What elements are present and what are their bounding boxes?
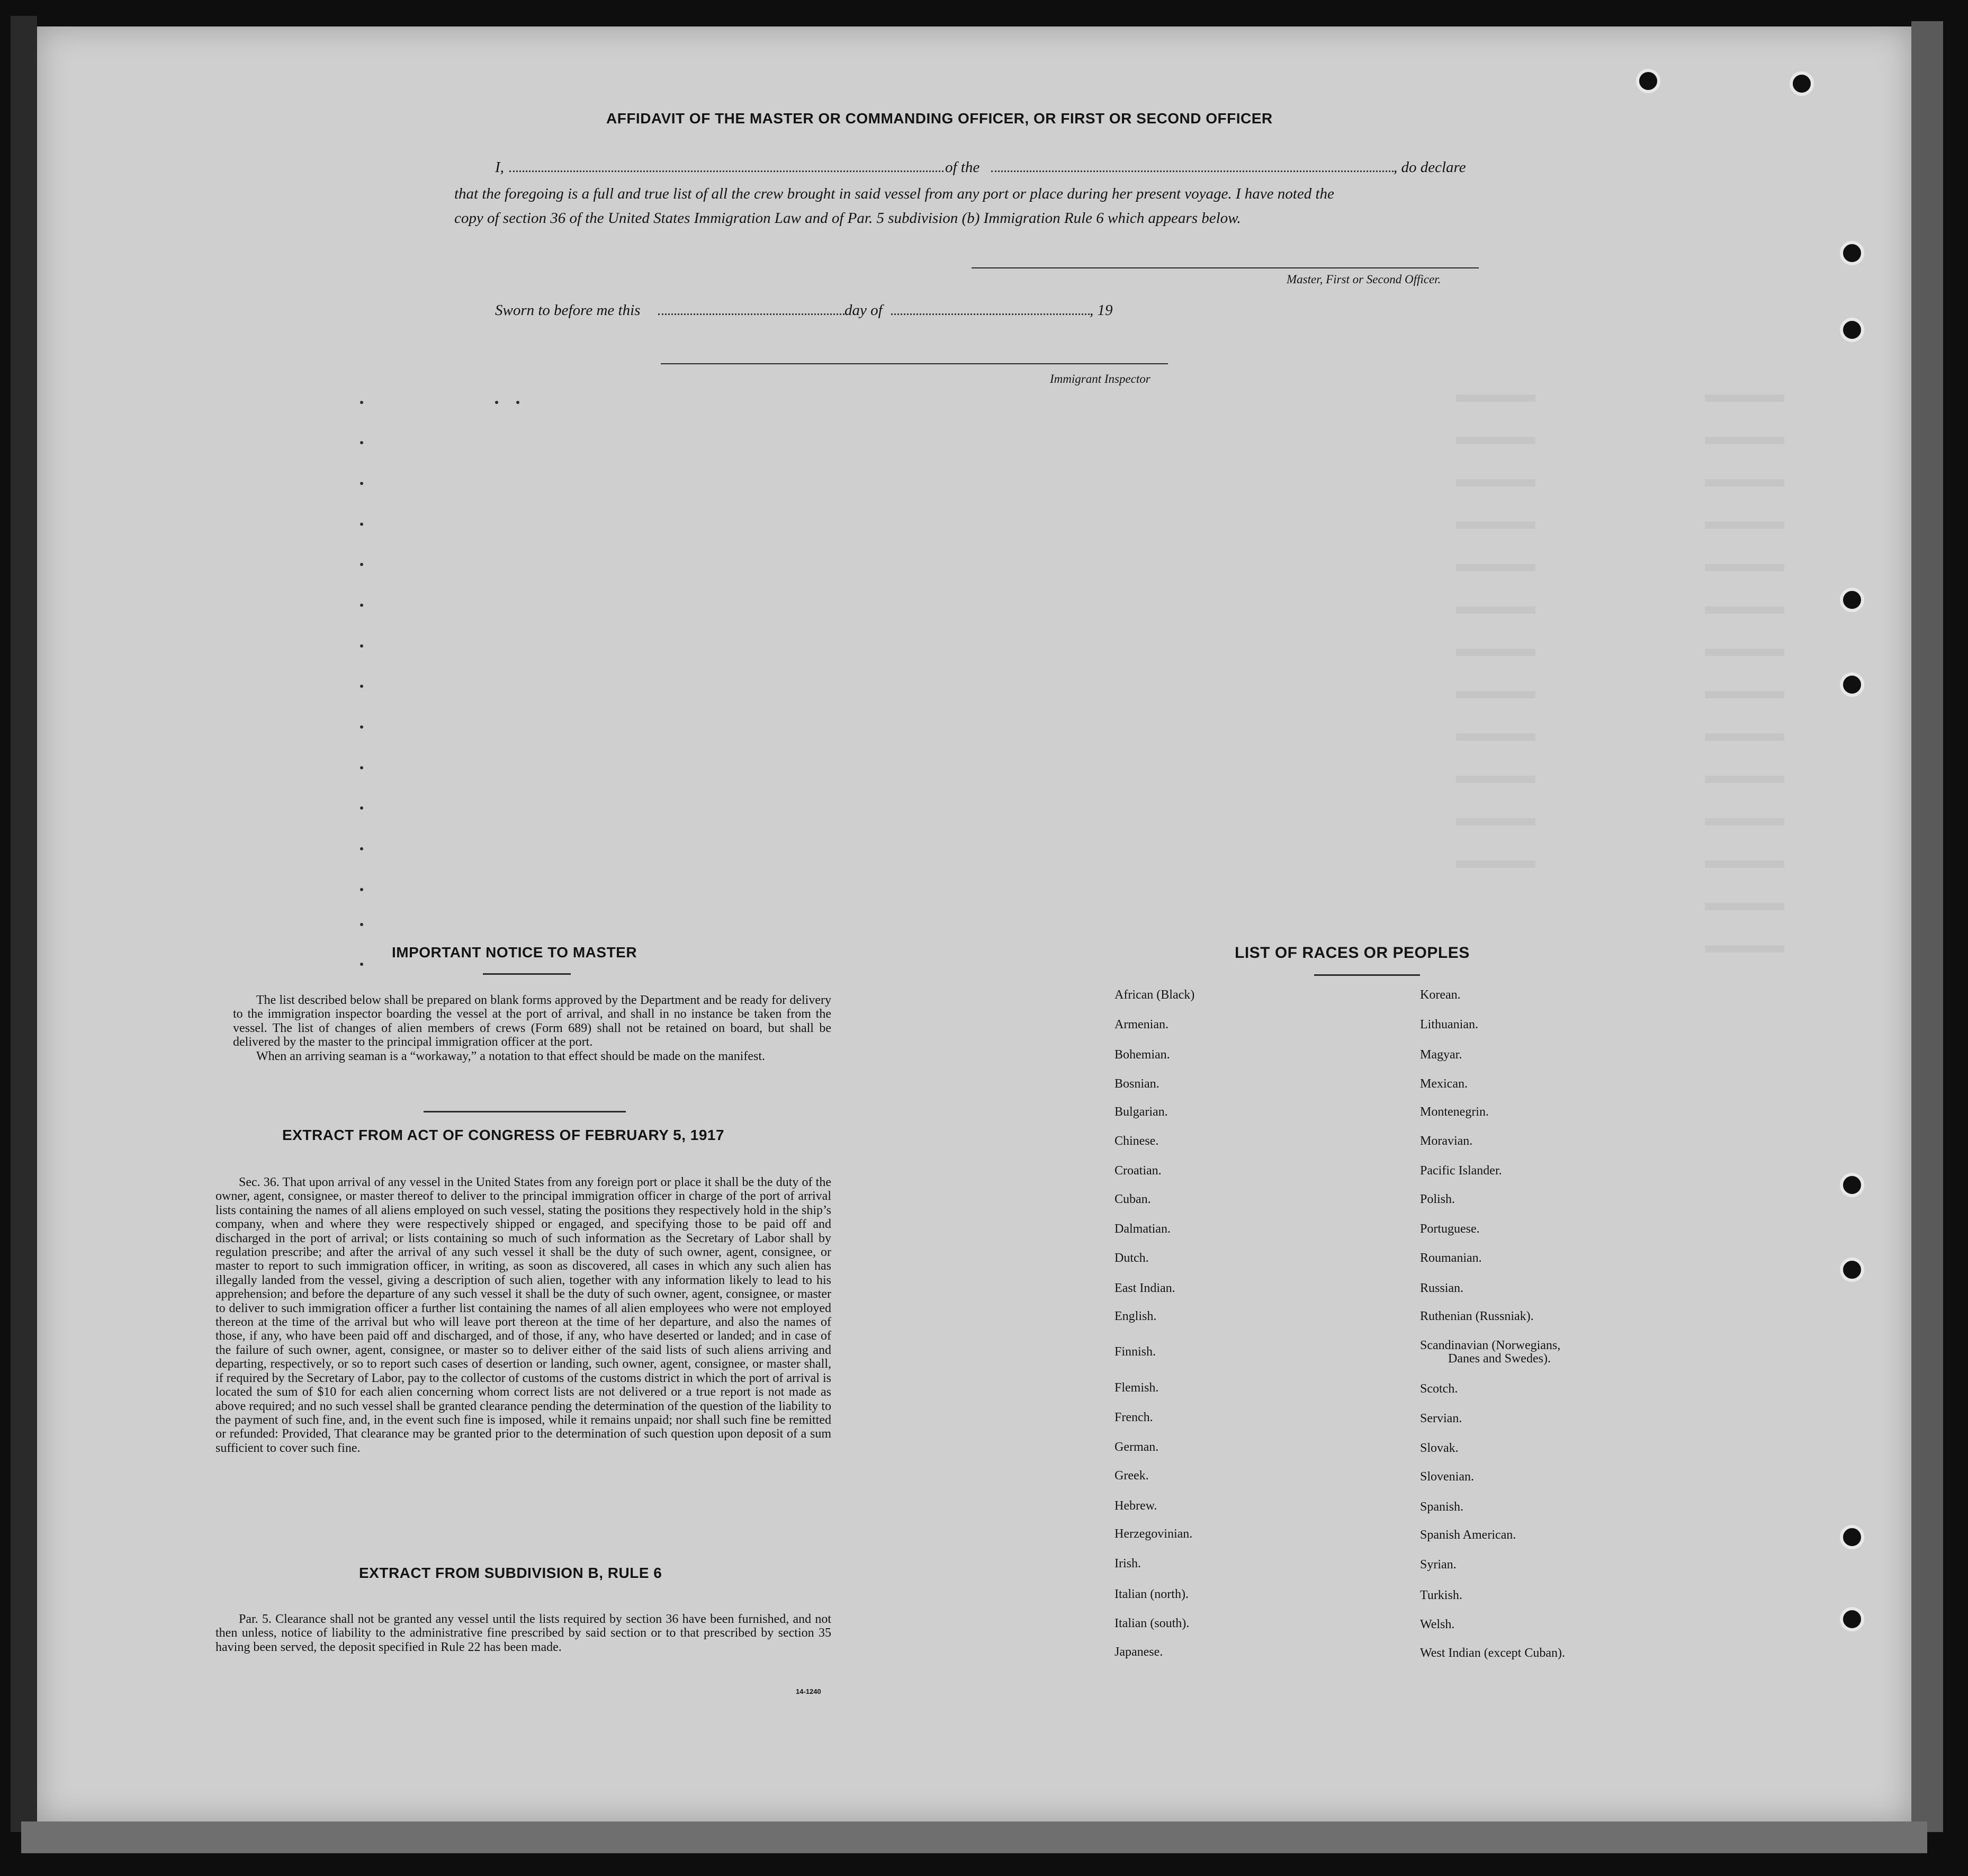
race-item: Syrian. bbox=[1420, 1558, 1457, 1572]
race-item: Bohemian. bbox=[1115, 1048, 1170, 1062]
sworn-day-of-label: day of bbox=[844, 302, 883, 319]
binder-hole-icon bbox=[1790, 71, 1814, 96]
race-item: Greek. bbox=[1115, 1469, 1149, 1483]
extract-act-title: EXTRACT FROM ACT OF CONGRESS OF FEBRUARY 5, 1917 bbox=[282, 1127, 725, 1143]
race-item: Moravian. bbox=[1420, 1134, 1473, 1148]
sworn-day-blank-field[interactable] bbox=[658, 313, 844, 315]
extract-rule-title: EXTRACT FROM SUBDIVISION B, RULE 6 bbox=[359, 1565, 662, 1581]
race-item: Croatian. bbox=[1115, 1164, 1162, 1178]
binder-hole-icon bbox=[1840, 241, 1864, 265]
name-blank-field[interactable] bbox=[509, 170, 943, 172]
race-item: English. bbox=[1115, 1309, 1157, 1323]
race-item: Russian. bbox=[1420, 1281, 1464, 1295]
affidavit-i-label: I, bbox=[495, 159, 504, 176]
race-item: Bulgarian. bbox=[1115, 1105, 1168, 1119]
notice-body bbox=[233, 993, 831, 1063]
race-item: Pacific Islander. bbox=[1420, 1164, 1502, 1178]
document-page bbox=[37, 26, 1911, 1821]
race-item: Turkish. bbox=[1420, 1588, 1462, 1602]
binder-hole-icon bbox=[1840, 1258, 1864, 1282]
binder-hole-icon bbox=[1840, 1173, 1864, 1197]
race-item: Flemish. bbox=[1115, 1381, 1159, 1395]
race-item: Irish. bbox=[1115, 1557, 1141, 1570]
race-item: Finnish. bbox=[1115, 1345, 1156, 1359]
race-item: Polish. bbox=[1420, 1192, 1455, 1206]
notice-paragraph-1: The list described below shall be prepared on blank forms approved by the Department and be ready for delivery to the immigration inspector boarding the vessel at the port of arrival, and shall in no instance be taken from the vessel. The list of changes of alien members of crews (Form 689) shall not be retained on board, but shall be delivered by the master to the principal immigration officer at the port. bbox=[233, 993, 831, 1049]
binder-hole-icon bbox=[1840, 588, 1864, 612]
race-item: Scotch. bbox=[1420, 1382, 1458, 1396]
race-item: Servian. bbox=[1420, 1412, 1462, 1425]
extract-rule-body bbox=[215, 1612, 831, 1654]
affidavit-declare-label: , do declare bbox=[1394, 159, 1466, 176]
extract-rule-text: Par. 5. Clearance shall not be granted any vessel until the lists required by section 36 have been furnished, and not then unless, notice of liability to the administrative fine prescribed by said section or to that prescribed by section 35 having been served, the deposit specified in Rule 22 has been made. bbox=[215, 1612, 831, 1654]
affidavit-of-the-label: of the bbox=[945, 159, 980, 176]
inspector-label: Immigrant Inspector bbox=[1050, 372, 1151, 385]
race-item: Lithuanian. bbox=[1420, 1018, 1478, 1031]
race-item: Cuban. bbox=[1115, 1192, 1151, 1206]
race-item: Dutch. bbox=[1115, 1251, 1149, 1265]
races-title: LIST OF RACES OR PEOPLES bbox=[1235, 944, 1470, 962]
race-item: Hebrew. bbox=[1115, 1499, 1157, 1513]
sworn-prefix: Sworn to before me this bbox=[495, 302, 641, 319]
race-item: German. bbox=[1115, 1440, 1159, 1454]
race-item: East Indian. bbox=[1115, 1281, 1175, 1295]
races-title-rule bbox=[1314, 974, 1420, 976]
race-item: Bosnian. bbox=[1115, 1077, 1160, 1091]
race-item: West Indian (except Cuban). bbox=[1420, 1646, 1565, 1660]
race-item: Italian (north). bbox=[1115, 1587, 1189, 1601]
race-item: Slovenian. bbox=[1420, 1470, 1474, 1484]
section-divider bbox=[424, 1111, 626, 1112]
vessel-blank-field[interactable] bbox=[991, 170, 1394, 172]
race-item: Korean. bbox=[1420, 988, 1461, 1002]
race-item: Japanese. bbox=[1115, 1645, 1163, 1659]
binder-hole-icon bbox=[1840, 672, 1864, 697]
race-item: Spanish. bbox=[1420, 1500, 1464, 1514]
binder-hole-icon bbox=[1840, 1525, 1864, 1549]
race-item: Italian (south). bbox=[1115, 1617, 1190, 1630]
binder-hole-icon bbox=[1840, 318, 1864, 342]
notice-title-rule bbox=[483, 973, 571, 975]
race-item: Roumanian. bbox=[1420, 1251, 1482, 1265]
race-item: Portuguese. bbox=[1420, 1222, 1480, 1236]
binder-hole-icon bbox=[1840, 1607, 1864, 1631]
affidavit-title: AFFIDAVIT OF THE MASTER OR COMMANDING OFFICER, OR FIRST OR SECOND OFFICER bbox=[606, 110, 1273, 127]
race-item: Scandinavian (Norwegians, bbox=[1420, 1339, 1561, 1352]
race-item: Slovak. bbox=[1420, 1441, 1459, 1455]
sworn-year-label: , 19 bbox=[1090, 302, 1113, 319]
master-signature-label: Master, First or Second Officer. bbox=[1287, 273, 1441, 286]
sworn-month-blank-field[interactable] bbox=[891, 313, 1090, 315]
race-item: Ruthenian (Russniak). bbox=[1420, 1309, 1534, 1323]
scan-bottom-edge bbox=[21, 1821, 1927, 1853]
notice-paragraph-2: When an arriving seaman is a “workaway,” a notation to that effect should be made on the manifest. bbox=[256, 1049, 765, 1063]
race-item: Magyar. bbox=[1420, 1048, 1462, 1062]
inspector-signature-line[interactable] bbox=[661, 363, 1168, 364]
scan-left-edge bbox=[11, 16, 37, 1832]
extract-act-text: Sec. 36. That upon arrival of any vessel in the United States from any foreign port or place it shall be the duty of the owner, agent, consignee, or master thereof to deliver to the principal immigration officer in charge of the port of arrival lists containing the names of all aliens employed on such vessel, stating the positions they respectively hold in the ship’s company, when and where they were respectively shipped or engaged, and specifying those to be paid off and discharged in the port of arrival; or lists containing so much of such information as the Secretary of Labor shall by regulation prescribe; and after the arrival of any such vessel it shall be the duty of such owner, agent, consignee, or master to report to such immigration officer, in writing, as soon as discovered, all cases in which any such alien has illegally landed from the vessel, giving a description of such alien, together with any information likely to lead to his apprehension; and before the departure of any such vessel it shall be the duty of such owner, agent, consignee, or master to deliver to such immigration officer a further list containing the names of all alien employees who were not employed thereon at the time of the arrival but who will leave port thereon at the time of her departure, and also the names of those, if any, who have been paid off and discharged, and of those, if any, who have deserted or landed; and in case of the failure of such owner, agent, consignee, or master so to deliver either of the said lists of such aliens arriving and departing, respectively, or so to report such cases of desertion or landing, such owner, agent, consignee, or master shall, if required by the Secretary of Labor, pay to the collector of customs of the customs district in which the port of arrival is located the sum of $10 for each alien concerning whom correct lists are not delivered or a true report is not made as above required; and no such vessel shall be granted clearance pending the determination of the question of the liability to the payment of such fine, and, in the event such fine is imposed, while it remains unpaid; nor shall such fine be remitted or refunded: Provided, That clearance may be granted prior to the determination of such question upon deposit of a sum sufficient to cover such fine. bbox=[215, 1175, 831, 1455]
race-item: Danes and Swedes). bbox=[1448, 1352, 1551, 1366]
race-item: Mexican. bbox=[1420, 1077, 1468, 1091]
master-signature-line[interactable] bbox=[972, 267, 1479, 268]
affidavit-text-line3: copy of section 36 of the United States Immigration Law and of Par. 5 subdivision (b) Immigration Rule 6 which appears below. bbox=[454, 210, 1241, 227]
race-item: Montenegrin. bbox=[1420, 1105, 1489, 1119]
binder-hole-icon bbox=[1636, 69, 1660, 93]
notice-title: IMPORTANT NOTICE TO MASTER bbox=[392, 944, 637, 961]
race-item: African (Black) bbox=[1115, 988, 1195, 1002]
race-item: Welsh. bbox=[1420, 1618, 1455, 1631]
scan-right-edge bbox=[1911, 21, 1943, 1832]
race-item: Herzegovinian. bbox=[1115, 1527, 1193, 1541]
extract-act-body bbox=[215, 1175, 831, 1455]
race-item: Dalmatian. bbox=[1115, 1222, 1171, 1236]
race-item: French. bbox=[1115, 1411, 1153, 1424]
race-item: Armenian. bbox=[1115, 1018, 1169, 1031]
race-item: Chinese. bbox=[1115, 1134, 1159, 1148]
form-number: 14-1240 bbox=[796, 1687, 821, 1695]
race-item: Spanish American. bbox=[1420, 1528, 1516, 1542]
affidavit-text-line2: that the foregoing is a full and true list of all the crew brought in said vessel from any port or place during her present voyage. I have noted the bbox=[454, 185, 1334, 202]
